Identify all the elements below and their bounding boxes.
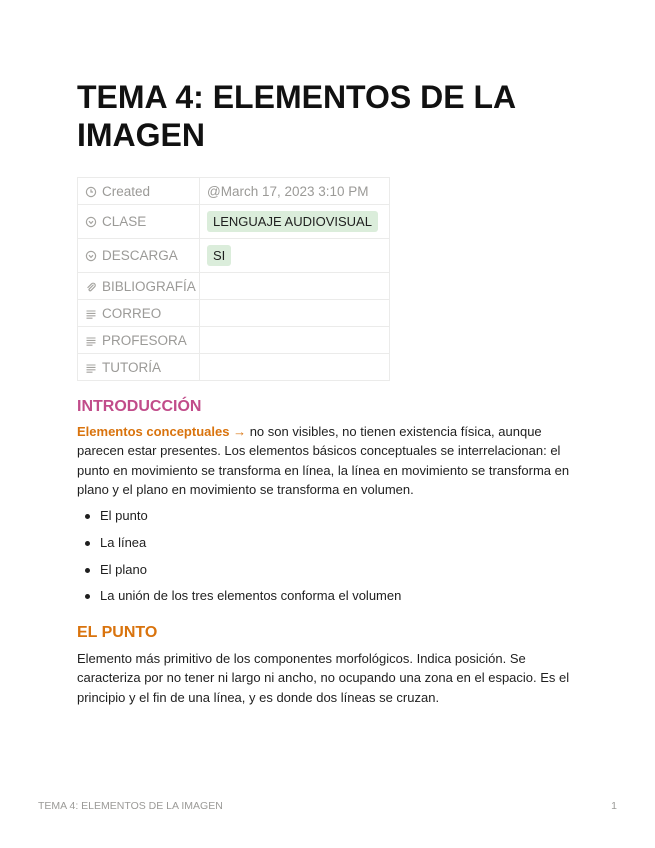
list-item: El plano	[85, 560, 401, 587]
list-item: La unión de los tres elementos conforma el volumen	[85, 586, 401, 613]
property-key: Created	[102, 183, 151, 199]
property-value: @March 17, 2023 3:10 PM	[207, 183, 369, 199]
properties-table	[77, 177, 390, 381]
property-row-profesora	[78, 327, 390, 354]
concept-term: Elementos conceptuales	[77, 424, 230, 439]
text-icon	[85, 362, 97, 374]
heading-introduccion: INTRODUCCIÓN	[77, 398, 202, 415]
list-item: La línea	[85, 533, 401, 560]
intro-paragraph	[77, 422, 572, 499]
bullet-list	[85, 506, 401, 613]
property-row-correo	[78, 300, 390, 327]
property-key: CLASE	[102, 214, 147, 229]
property-key: BIBLIOGRAFÍA	[102, 278, 196, 294]
intro-text: no son visibles, no tienen existencia física, aunque parecen estar presentes. Los elementos básicos conceptuales se interrelacionan: el punto en movimiento se transforma en línea, la línea en movimiento se transforma en plano y el plano en movimiento se transforma en volumen.	[77, 424, 570, 497]
page-number: 1	[611, 800, 617, 812]
property-row-tutoria	[78, 354, 390, 381]
property-key: CORREO	[102, 305, 162, 321]
select-icon	[85, 216, 97, 228]
property-row-descarga	[78, 239, 390, 273]
property-row-bibliografia	[78, 273, 390, 300]
select-icon	[85, 250, 97, 262]
heading-el-punto: EL PUNTO	[77, 624, 158, 641]
punto-paragraph: Elemento más primitivo de los componentes morfológicos. Indica posición. Se caracteriza por no tener ni largo ni ancho, no ocupando una zona en el espacio. Es el principio y el fin de una línea, y es donde dos líneas se cruzan.	[77, 651, 570, 705]
text-icon	[85, 308, 97, 320]
page-title: TEMA 4: ELEMENTOS DE LA IMAGEN	[77, 79, 515, 153]
text-icon	[85, 335, 97, 347]
list-item: El punto	[85, 506, 401, 533]
paperclip-icon	[85, 281, 97, 293]
tag-badge[interactable]: SI	[207, 245, 231, 266]
property-row-created	[78, 178, 390, 205]
arrow-icon: →	[233, 424, 247, 439]
tag-badge[interactable]: LENGUAJE AUDIOVISUAL	[207, 211, 378, 232]
property-key: TUTORÍA	[102, 359, 162, 375]
property-key: DESCARGA	[102, 248, 178, 263]
property-row-clase	[78, 205, 390, 239]
clock-icon	[85, 186, 97, 198]
property-key: PROFESORA	[102, 332, 187, 348]
footer-title: TEMA 4: ELEMENTOS DE LA IMAGEN	[38, 800, 223, 812]
